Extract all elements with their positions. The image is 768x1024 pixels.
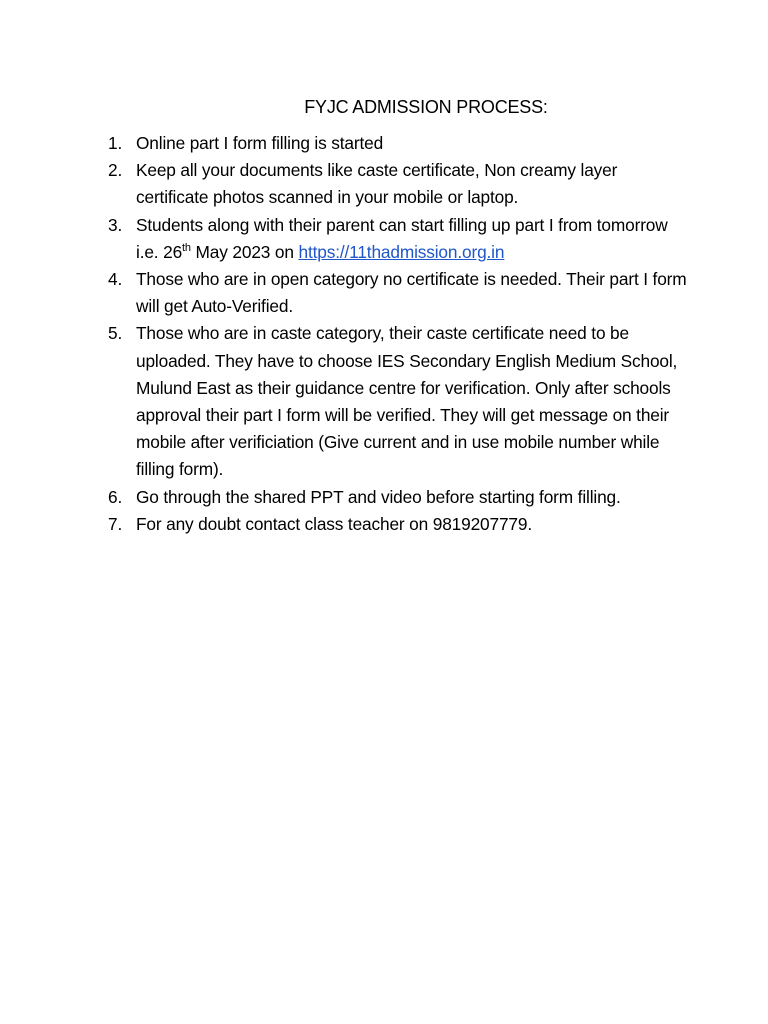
list-item <box>108 212 688 266</box>
list-item-number: 3. <box>108 214 123 235</box>
list-item-number: 2. <box>108 160 123 181</box>
list-item-text: Go through the shared PPT and video before starting form filling. <box>136 486 621 507</box>
list-item-text-part: Students along with their parent can start filling up part I from tomorrow i.e. 26 <box>136 214 668 262</box>
admission-website-link[interactable]: https://11thadmission.org.in <box>298 241 505 262</box>
list-item-number: 4. <box>108 269 123 290</box>
list-item-text-part: May 2023 on <box>190 241 299 262</box>
list-item-number: 7. <box>108 513 123 534</box>
list-item-number: 1. <box>108 133 123 153</box>
list-item <box>108 130 688 157</box>
admission-steps-list <box>108 130 688 538</box>
list-item <box>108 511 688 538</box>
list-item-number: 5. <box>108 323 123 344</box>
list-item <box>108 266 688 320</box>
list-item-text: Online part I form filling is started <box>136 133 384 153</box>
list-item-text: Keep all your documents like caste certificate, Non creamy layer certificate photos scanned in your mobile or laptop. <box>136 160 618 208</box>
document-title: FYJC ADMISSION PROCESS: <box>304 97 548 117</box>
list-item-text: Those who are in caste category, their caste certificate need to be uploaded. They have to choose IES Secondary English Medium School, Mulund East as their guidance centre for verification. Only after schools approval their part I form will be verified. They will get message on their mobile after verificiation (Give current and in use mobile number while filling form). <box>136 323 678 480</box>
list-item <box>108 157 688 211</box>
list-item-text: Those who are in open category no certificate is needed. Their part I form will get Auto-Verified. <box>136 269 687 317</box>
ordinal-suffix: th <box>182 241 191 254</box>
list-item-number: 6. <box>108 486 123 507</box>
list-item <box>108 484 688 511</box>
list-item-text <box>136 215 668 262</box>
list-item <box>108 320 688 483</box>
list-item-text: For any doubt contact class teacher on 9819207779. <box>136 513 533 534</box>
